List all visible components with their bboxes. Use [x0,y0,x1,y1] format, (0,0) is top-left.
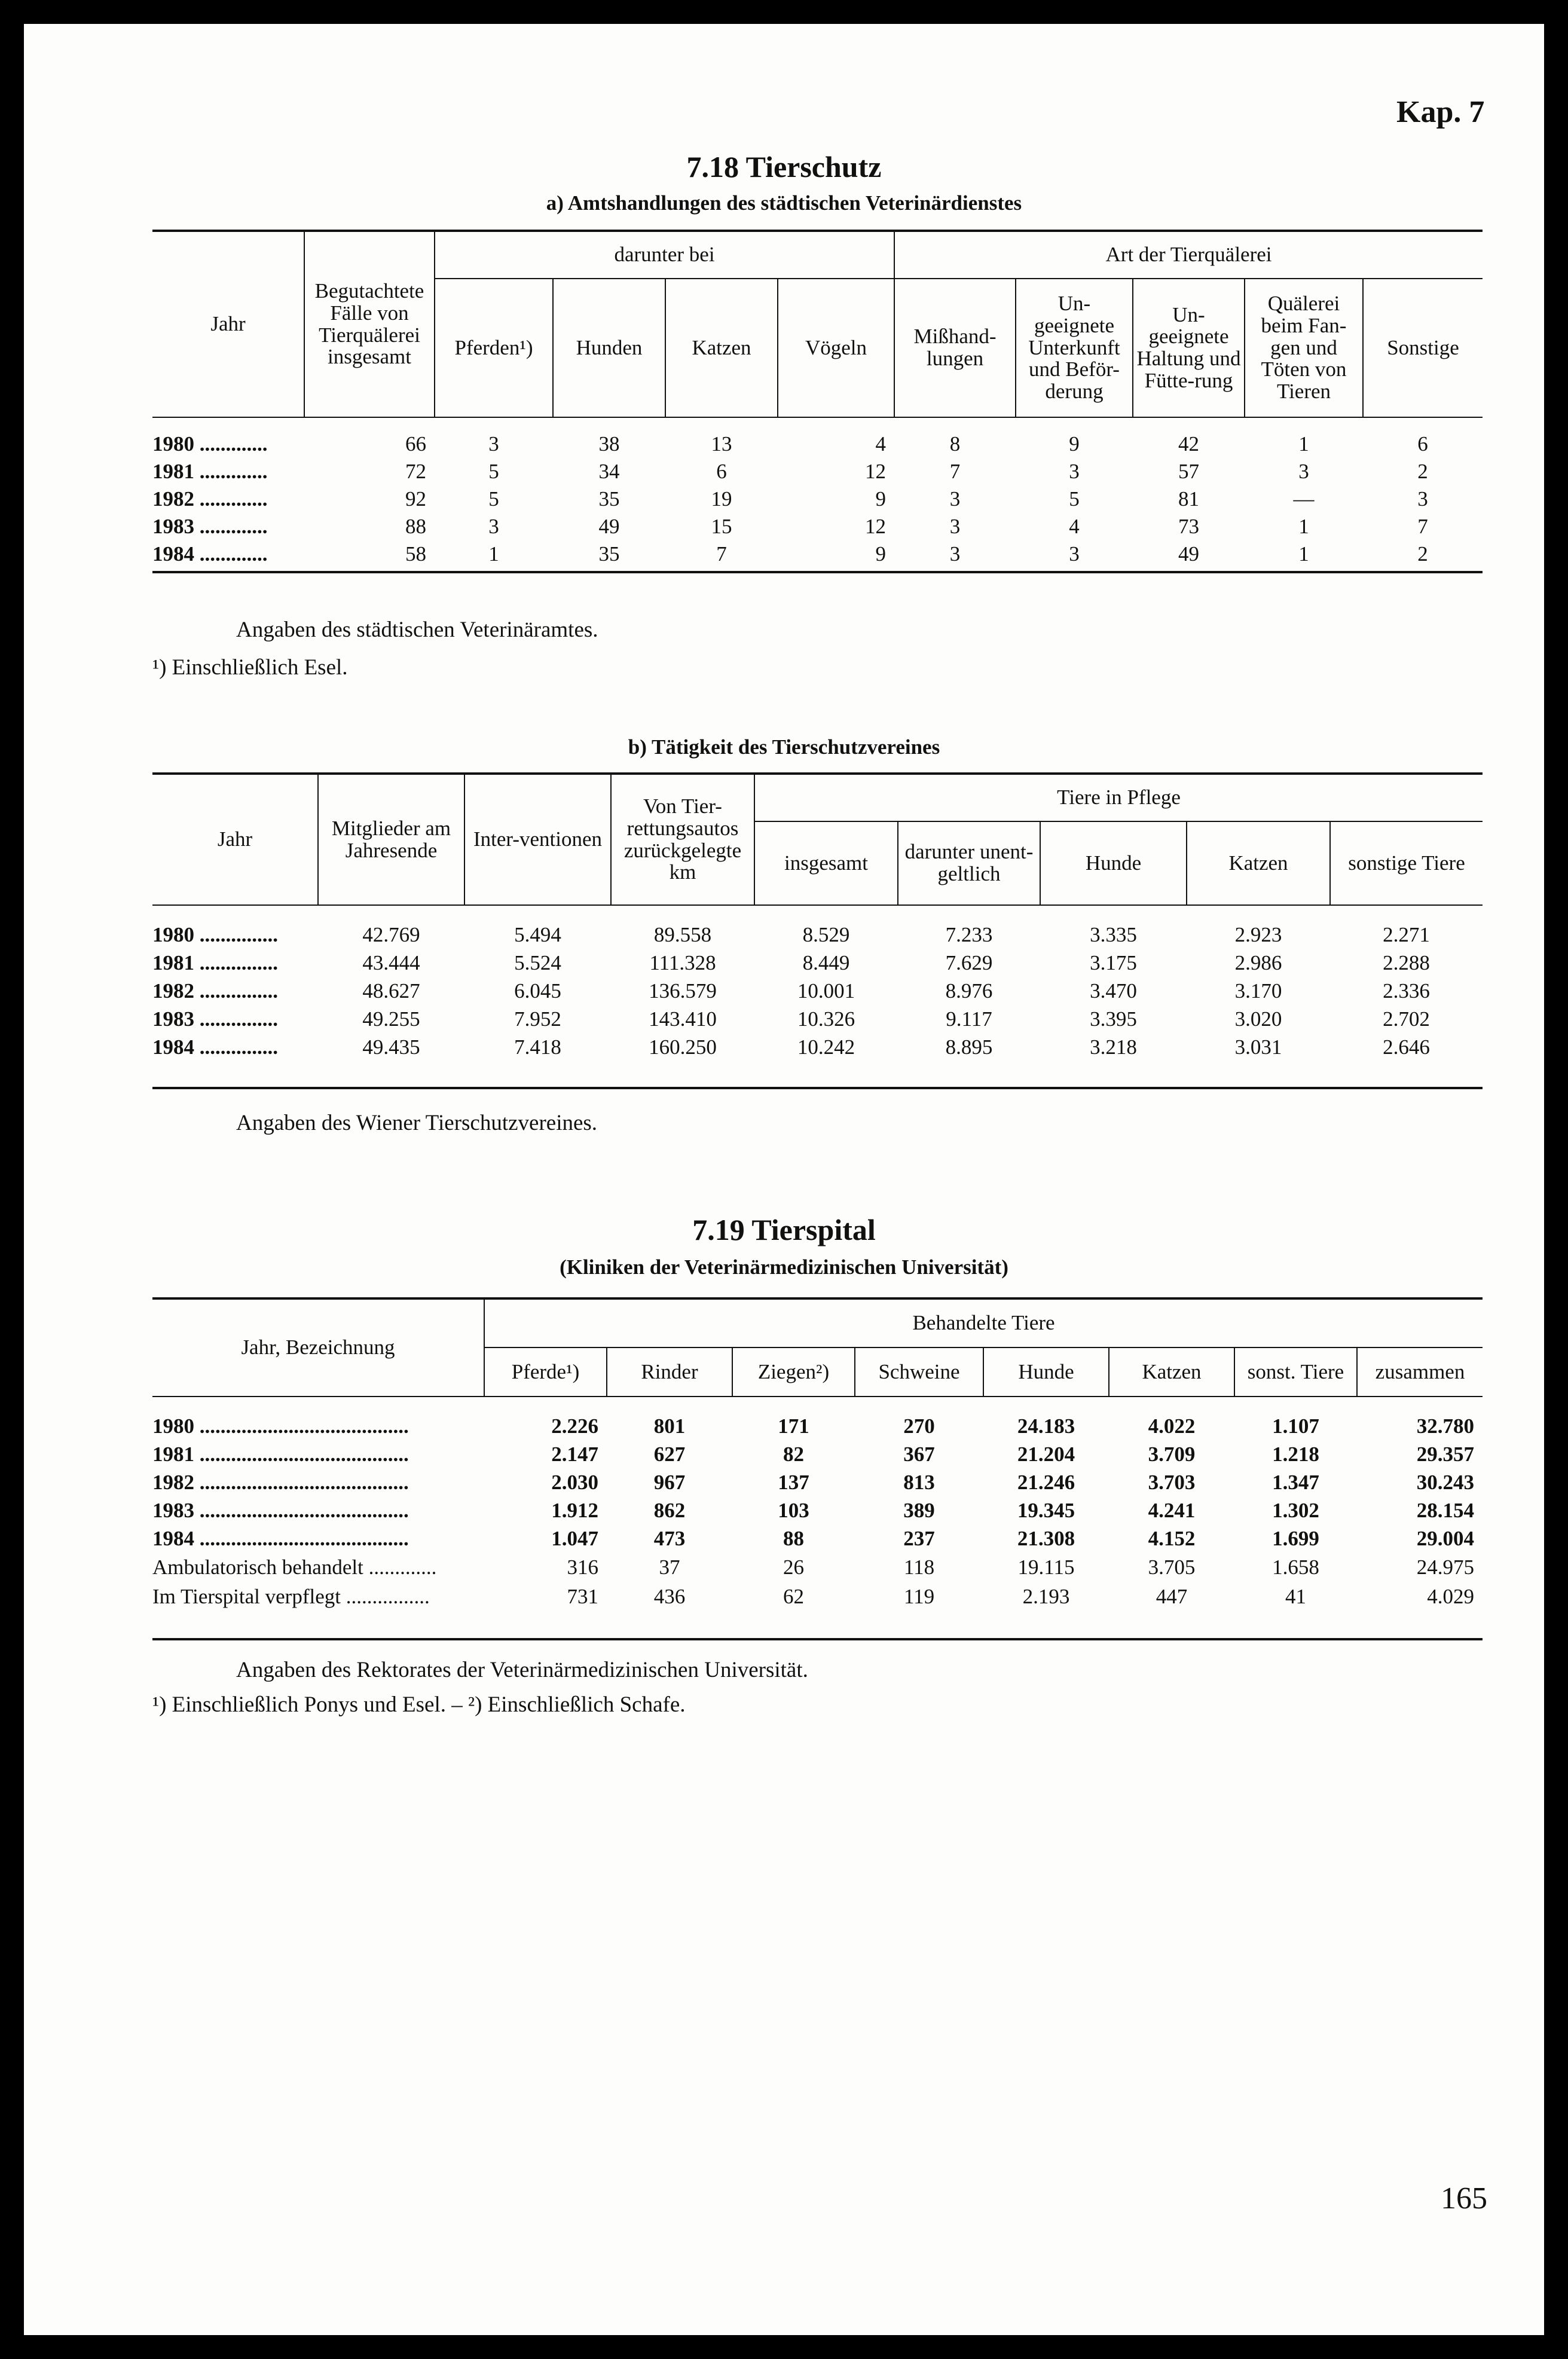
col-jahr: Jahr [152,231,304,417]
table-b-title: b) Tätigkeit des Tierschutzvereines [628,735,940,759]
col-unentgeltlich: darunter unent-geltlich [898,821,1040,905]
col-sonst: sonst. Tiere [1234,1347,1357,1397]
table-row: 1984 ........................................ 1.047 473 88 237 21.308 4.152 1.699 29.004 [152,1526,1475,1550]
table-row: 1982 ............... 48.627 6.045 136.579 10.001 8.976 3.470 3.170 2.336 [152,979,1430,1003]
col-jahr: Jahr [152,774,318,905]
section-719-subtitle: (Kliniken der Veterinärmedizinischen Universität) [560,1255,1008,1279]
table-a-rule [152,571,1483,573]
section-719-title: 7.19 Tierspital [692,1213,876,1246]
table-a-title: a) Amtshandlungen des städtischen Veterinärdienstes [546,191,1022,215]
table-b-source: Angaben des Wiener Tierschutzvereines. [236,1111,598,1135]
col-haltung: Un-geeignete Haltung und Fütte-rung [1133,279,1245,417]
col-hunde: Hunde [983,1347,1109,1397]
col-sonstige: Sonstige [1363,279,1483,417]
col-interventionen: Inter-ventionen [464,774,611,905]
col-ziegen: Ziegen²) [732,1347,855,1397]
col-mitglieder: Mitglieder am Jahresende [318,774,464,905]
col-voegeln: Vögeln [778,279,894,417]
col-sonstige: sonstige Tiere [1330,821,1483,905]
col-insgesamt: insgesamt [754,821,898,905]
chapter-label: Kap. 7 [1396,95,1485,129]
table-row: 1981 ........................................ 2.147 627 82 367 21.204 3.709 1.218 29.357 [152,1442,1475,1466]
table-b [152,772,1483,1061]
table-a [152,230,1483,568]
col-misshandlungen: Mißhand-lungen [894,279,1016,417]
col-jahr: Jahr, Bezeichnung [152,1298,484,1397]
col-begutachtete: Begutachtete Fälle von Tierquälerei insgesamt [304,231,435,417]
page [24,24,1544,2335]
table-row: 1981 ............... 43.444 5.524 111.328 8.449 7.629 3.175 2.986 2.288 [152,951,1430,974]
table-b-rule [152,1087,1483,1089]
col-quaelerei: Quälerei beim Fan-gen und Töten von Tieren [1245,279,1363,417]
table-719 [152,1297,1483,1611]
col-pferden: Pferden¹) [435,279,553,417]
page-number: 165 [1441,2181,1487,2216]
col-katzen: Katzen [665,279,778,417]
table-row: 1983 ............. 88 3 49 15 12 3 4 73 1 7 [152,515,1428,538]
col-group-behandelte: Behandelte Tiere [484,1298,1483,1347]
col-katzen: Katzen [1187,821,1330,905]
table-row: 1984 ............... 49.435 7.418 160.250 10.242 8.895 3.218 3.031 2.646 [152,1035,1430,1059]
table-row: 1981 ............. 72 5 34 6 12 7 3 57 3 2 [152,460,1428,483]
table-719-rule [152,1638,1483,1640]
col-group-art: Art der Tierquälerei [894,231,1483,279]
table-row: 1980 ........................................ 2.226 801 171 270 24.183 4.022 1.107 32.780 [152,1414,1475,1438]
col-group-pflege: Tiere in Pflege [754,774,1483,821]
col-katzen: Katzen [1109,1347,1234,1397]
table-row: 1983 ........................................ 1.912 862 103 389 19.345 4.241 1.302 28.154 [152,1498,1475,1522]
table-719-source: Angaben des Rektorates der Veterinärmedizinischen Universität. [236,1658,808,1682]
col-group-darunter: darunter bei [435,231,894,279]
col-rinder: Rinder [607,1347,732,1397]
col-hunde: Hunde [1040,821,1187,905]
table-row: 1982 ........................................ 2.030 967 137 813 21.246 3.703 1.347 30.243 [152,1470,1475,1494]
col-zusammen: zusammen [1357,1347,1483,1397]
table-row: 1982 ............. 92 5 35 19 9 3 5 81 — 3 [152,487,1428,511]
table-row: Im Tierspital verpflegt ................ 731 436 62 119 2.193 447 41 4.029 [152,1584,1475,1608]
section-718-title: 7.18 Tierschutz [686,150,882,184]
col-pferde: Pferde¹) [484,1347,607,1397]
table-row: 1984 ............. 58 1 35 7 9 3 3 49 1 2 [152,542,1428,566]
col-unterkunft: Un-geeignete Unterkunft und Beför-derung [1016,279,1133,417]
col-hunden: Hunden [553,279,665,417]
col-km: Von Tier-rettungsautos zurückgelegte km [611,774,754,905]
table-row: 1983 ............... 49.255 7.952 143.410 10.326 9.117 3.395 3.020 2.702 [152,1007,1430,1031]
table-a-source: Angaben des städtischen Veterinäramtes. [236,618,598,642]
col-schweine: Schweine [855,1347,983,1397]
table-a-footnote: ¹) Einschließlich Esel. [152,655,348,680]
table-719-footnote: ¹) Einschließlich Ponys und Esel. – ²) Einschließlich Schafe. [152,1692,686,1717]
table-row: Ambulatorisch behandelt ............. 316 37 26 118 19.115 3.705 1.658 24.975 [152,1556,1475,1579]
table-row: 1980 ............. 66 3 38 13 4 8 9 42 1 6 [152,432,1428,456]
table-row: 1980 ............... 42.769 5.494 89.558 8.529 7.233 3.335 2.923 2.271 [152,922,1430,946]
